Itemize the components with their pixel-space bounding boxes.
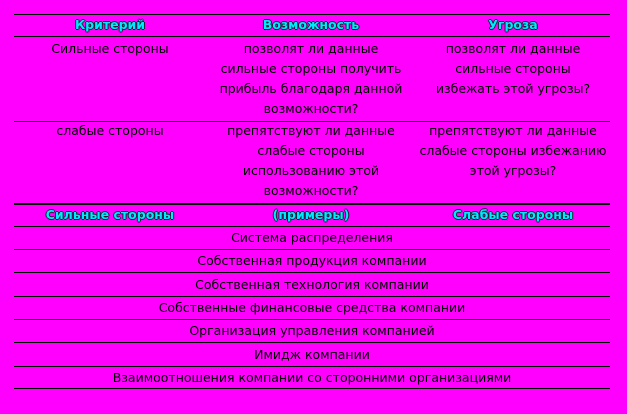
header-criterion: Критерий — [74, 17, 146, 32]
example-item: Имидж компании — [254, 347, 370, 362]
row2-opportunity: препятствуют ли данные слабые стороны использованию этой возможности? — [227, 123, 395, 198]
row1-criterion: Сильные стороны — [51, 41, 169, 56]
row2-criterion: слабые стороны — [56, 123, 164, 138]
examples-header-weaknesses: Слабые стороны — [452, 207, 574, 222]
row1-opportunity: позволят ли данные сильные стороны получить прибыль благодаря данной возможности? — [219, 41, 403, 116]
row2-threat: препятствуют ли данные слабые стороны избежанию этой угрозы? — [419, 123, 607, 178]
item-divider — [14, 272, 610, 273]
example-item: Собственные финансовые средства компании — [158, 300, 466, 315]
header-divider — [14, 36, 610, 37]
example-item: Система распределения — [231, 230, 393, 245]
example-item: Собственная технология компании — [195, 277, 429, 292]
examples-header-strengths: Сильные стороны — [45, 207, 175, 222]
example-item: Взаимоотношения компании со сторонними организациями — [112, 370, 512, 385]
examples-header-center: (примеры) — [272, 207, 350, 222]
example-item: Организация управления компанией — [189, 323, 435, 338]
header-opportunity: Возможность — [262, 17, 360, 32]
item-divider — [14, 342, 610, 343]
table-bottom-border — [14, 388, 610, 389]
example-item: Собственная продукция компании — [197, 253, 427, 268]
row1-threat: позволят ли данные сильные стороны избежать этой угрозы? — [435, 41, 591, 96]
header-threat: Угроза — [488, 17, 538, 32]
